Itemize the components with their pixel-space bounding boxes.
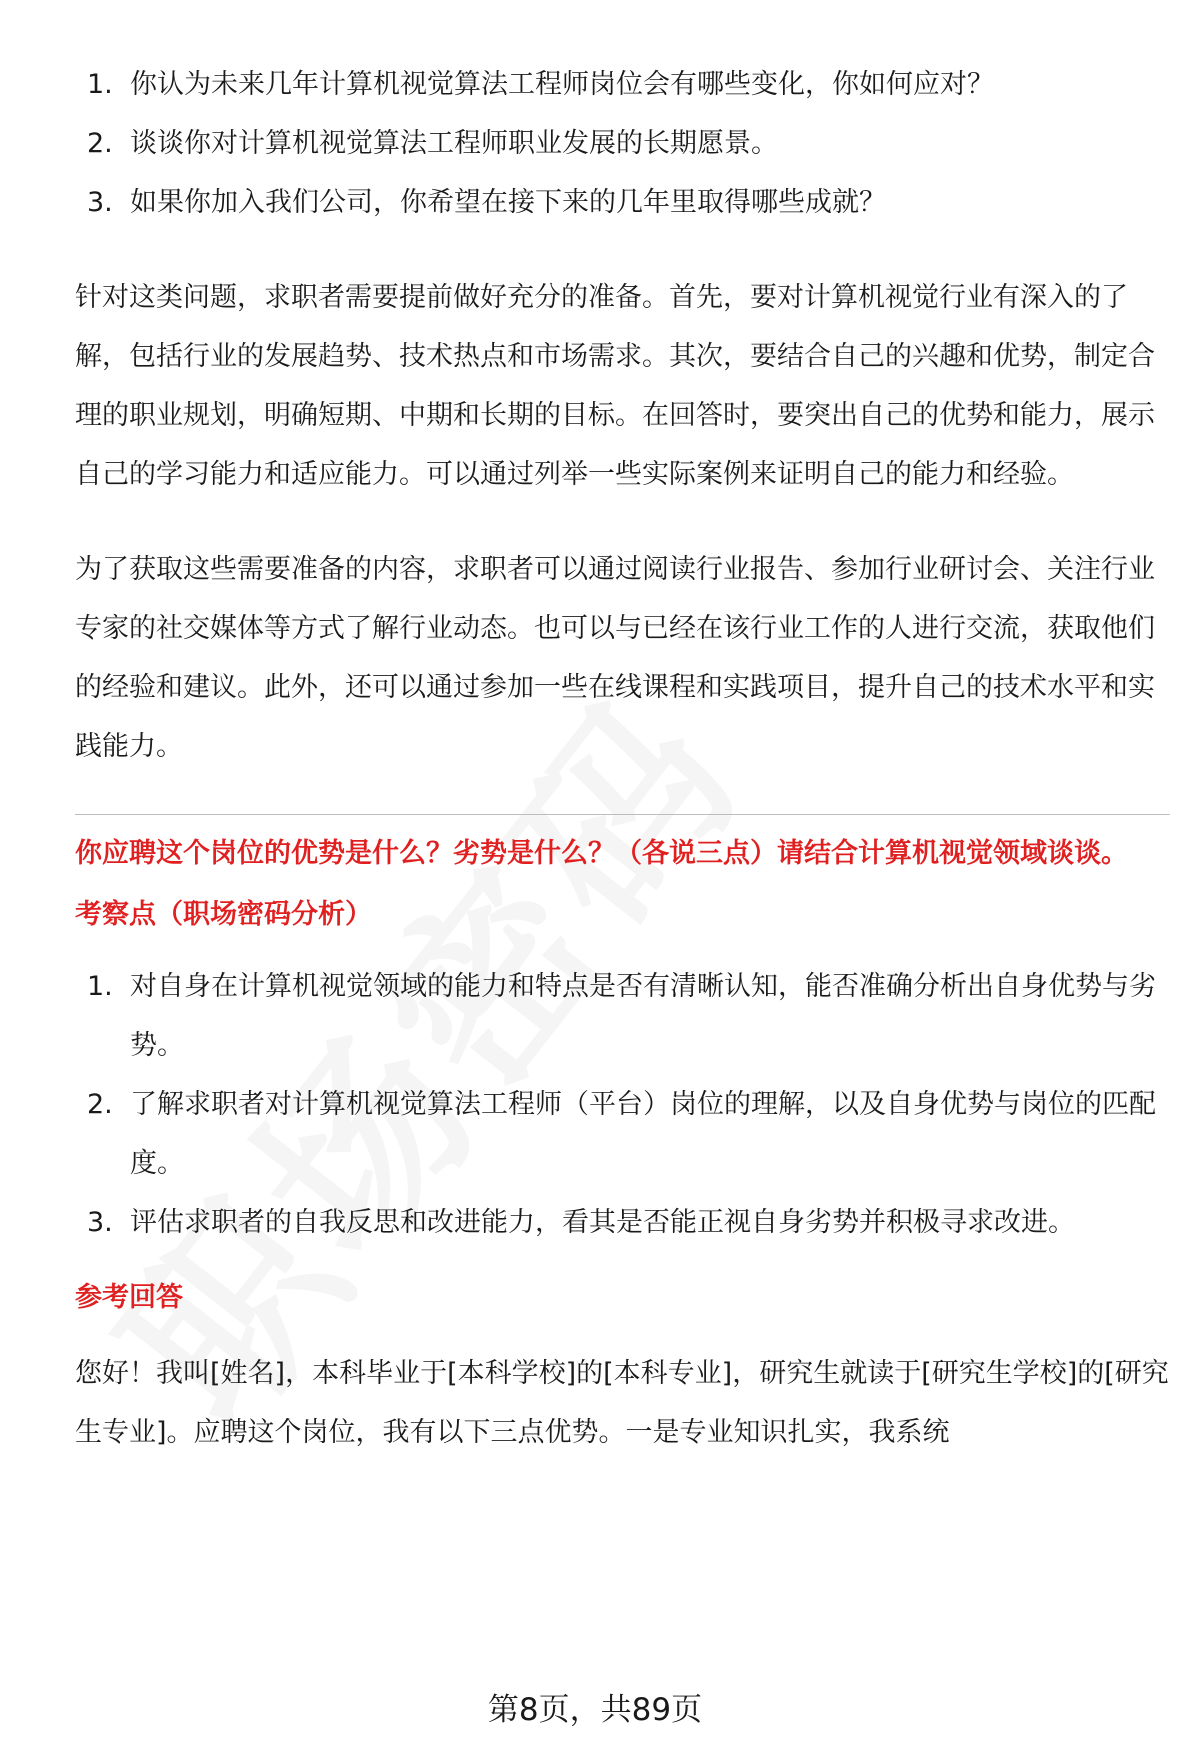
- section-divider: [75, 814, 1170, 815]
- list-item: 3. 如果你加入我们公司，你希望在接下来的几年里取得哪些成就？: [87, 187, 886, 218]
- page-content: [75, 0, 1170, 1462]
- paragraph-preparation: 针对这类问题，求职者需要提前做好充分的准备。首先，要对计算机视觉行业有深入的了解，包括行业的发展趋势、技术热点和市场需求。其次，要结合自己的兴趣和优势，制定合理的职业规划，明确短期、中期和长期的目标。在回答时，要突出自己的优势和能力，展示自己的学习能力和适应能力。可以通过列举一些实际案例来证明自己的能力和经验。: [75, 282, 1155, 490]
- reference-answer-heading: 参考回答: [75, 1282, 183, 1313]
- list-item: 1. 你认为未来几年计算机视觉算法工程师岗位会有哪些变化，你如何应对？: [87, 69, 994, 100]
- list-item: 3. 评估求职者的自我反思和改进能力，看其是否能正视自身劣势并积极寻求改进。: [87, 1207, 1075, 1238]
- page-footer: 第8页，共89页: [487, 1692, 703, 1728]
- question-list: [75, 55, 1170, 232]
- reference-answer-text: 您好！我叫[姓名]，本科毕业于[本科学校]的[本科专业]，研究生就读于[研究生学校]的[研究生专业]。应聘这个岗位，我有以下三点优势。一是专业知识扎实，我系统: [75, 1358, 1169, 1448]
- exam-points-heading: 考察点（职场密码分析）: [75, 899, 372, 930]
- question-heading: 你应聘这个岗位的优势是什么？劣势是什么？（各说三点）请结合计算机视觉领域谈谈。: [75, 838, 1128, 869]
- list-item: 1. 对自身在计算机视觉领域的能力和特点是否有清晰认知，能否准确分析出自身优势与劣势。: [87, 971, 1156, 1061]
- list-item: 2. 谈谈你对计算机视觉算法工程师职业发展的长期愿景。: [87, 128, 778, 159]
- list-item: 2. 了解求职者对计算机视觉算法工程师（平台）岗位的理解，以及自身优势与岗位的匹配度。: [87, 1089, 1156, 1179]
- paragraph-resources: 为了获取这些需要准备的内容，求职者可以通过阅读行业报告、参加行业研讨会、关注行业专家的社交媒体等方式了解行业动态。也可以与已经在该行业工作的人进行交流，获取他们的经验和建议。此外，还可以通过参加一些在线课程和实践项目，提升自己的技术水平和实践能力。: [75, 554, 1155, 762]
- exam-points-list: [75, 957, 1170, 1252]
